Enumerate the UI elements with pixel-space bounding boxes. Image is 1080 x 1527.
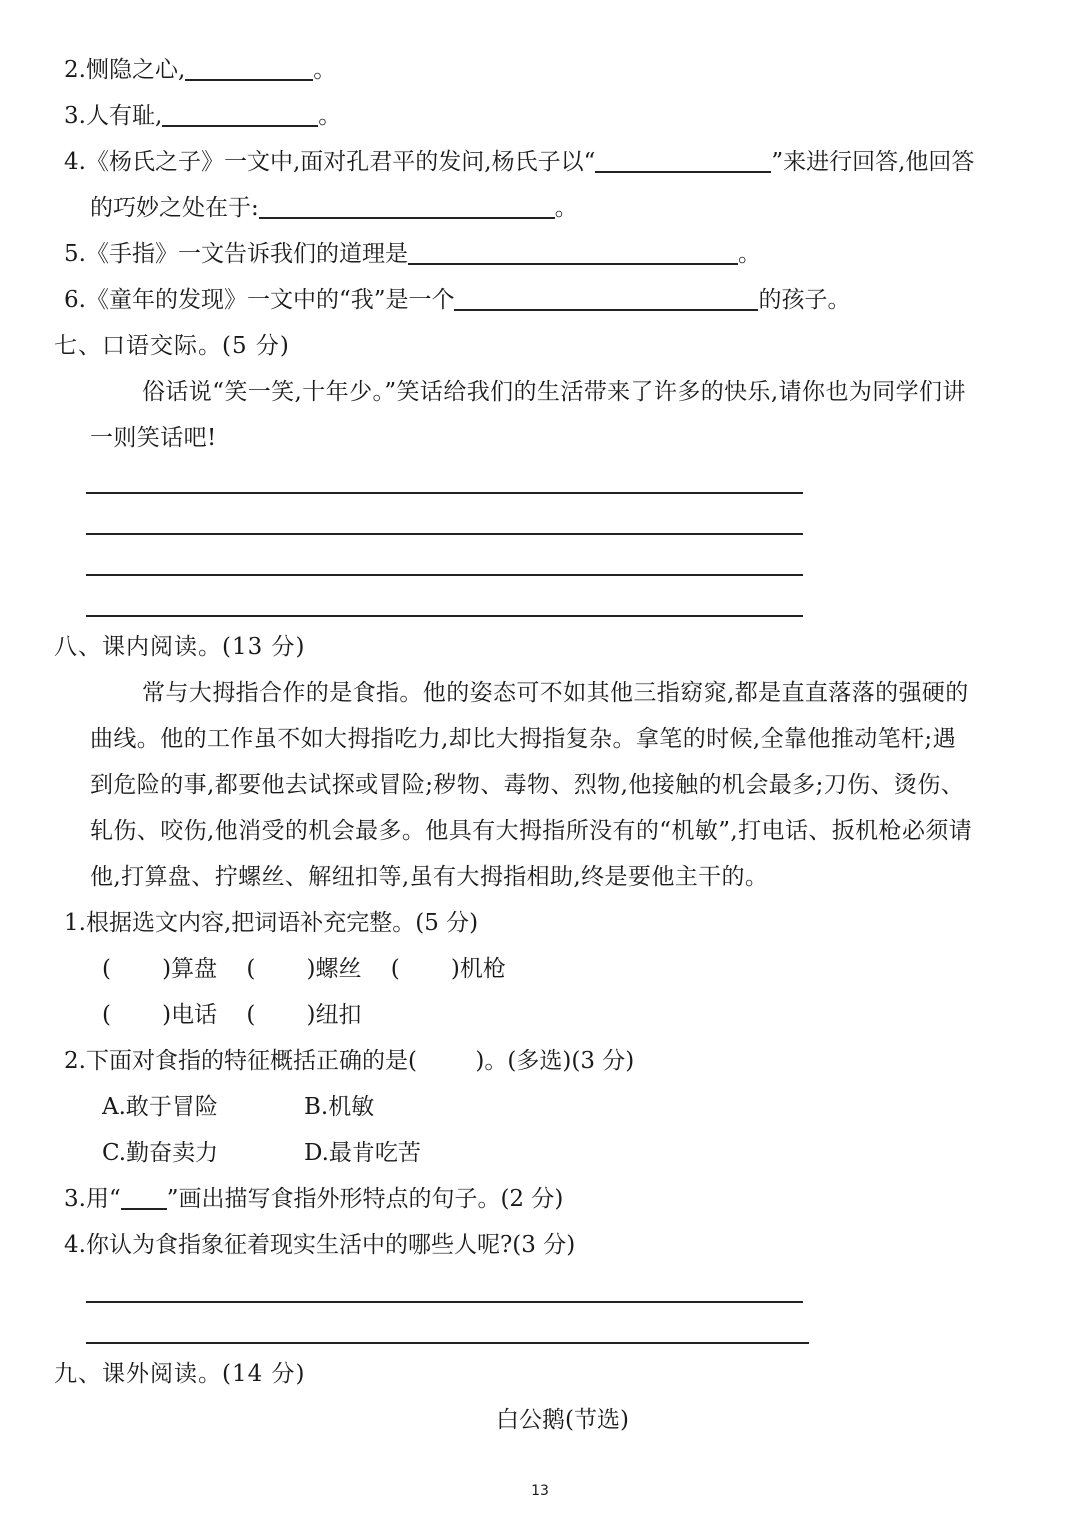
question-6-6: 6.《童年的发现》一文中的“我”是一个 的孩子。 bbox=[64, 287, 851, 313]
answer-blank[interactable] bbox=[259, 195, 555, 219]
question-6-4: 4.《杨氏之子》一文中,面对孔君平的发问,杨氏子以“ ”来进行回答,他回答 bbox=[64, 149, 975, 175]
fill-row-2: ( )电话 ( )纽扣 bbox=[102, 1002, 362, 1028]
passage-line: 常与大拇指合作的是食指。他的姿态可不如其他三指窈窕,都是直直落落的强硬的 bbox=[142, 680, 969, 706]
question-8-2: 2.下面对食指的特征概括正确的是( )。(多选)(3 分) bbox=[64, 1048, 635, 1074]
fill-row-1: ( )算盘 ( )螺丝 ( )机枪 bbox=[102, 956, 506, 982]
answer-blank[interactable] bbox=[408, 241, 738, 265]
answer-blank[interactable] bbox=[162, 103, 318, 127]
option-c[interactable]: C.勤奋卖力 bbox=[102, 1140, 219, 1166]
question-6-4-line2: 的巧妙之处在于: 。 bbox=[90, 195, 578, 221]
answer-line[interactable] bbox=[86, 615, 803, 617]
answer-line[interactable] bbox=[86, 574, 803, 576]
option-a[interactable]: A.敢于冒险 bbox=[102, 1094, 218, 1120]
fill-paren[interactable]: ( ) bbox=[102, 1002, 172, 1028]
fill-paren[interactable]: ( ) bbox=[390, 956, 460, 982]
fill-paren[interactable]: ( ) bbox=[246, 956, 316, 982]
question-8-3: 3.用“ ”画出描写食指外形特点的句子。(2 分) bbox=[64, 1186, 564, 1212]
answer-blank[interactable] bbox=[595, 149, 771, 173]
fill-paren[interactable]: ( ) bbox=[246, 1002, 316, 1028]
underline-sample bbox=[121, 1186, 167, 1210]
question-8-4: 4.你认为食指象征着现实生活中的哪些人呢?(3 分) bbox=[64, 1232, 576, 1258]
passage-line: 轧伤、咬伤,他消受的机会最多。他具有大拇指所没有的“机敏”,打电话、扳机枪必须请 bbox=[90, 818, 973, 844]
article-title: 白公鹅(节选) bbox=[496, 1407, 629, 1433]
answer-blank[interactable] bbox=[454, 287, 758, 311]
answer-line[interactable] bbox=[86, 1301, 803, 1303]
question-6-2: 2.恻隐之心, 。 bbox=[64, 57, 337, 83]
option-b[interactable]: B.机敏 bbox=[304, 1094, 375, 1120]
section-7-prompt-line1: 俗话说“笑一笑,十年少。”笑话给我们的生活带来了许多的快乐,请你也为同学们讲 bbox=[142, 379, 966, 405]
page-number: 13 bbox=[531, 1483, 549, 1499]
answer-blank[interactable] bbox=[185, 57, 313, 81]
option-d[interactable]: D.最肯吃苦 bbox=[304, 1140, 421, 1166]
section-7-prompt-line2: 一则笑话吧! bbox=[90, 425, 217, 451]
question-8-1: 1.根据选文内容,把词语补充完整。(5 分) bbox=[64, 910, 479, 936]
passage-line: 到危险的事,都要他去试探或冒险;秽物、毒物、烈物,他接触的机会最多;刀伤、烫伤、 bbox=[90, 772, 965, 798]
answer-line[interactable] bbox=[86, 533, 803, 535]
passage-line: 他,打算盘、拧螺丝、解纽扣等,虽有大拇指相助,终是要他主干的。 bbox=[90, 864, 769, 890]
passage-line: 曲线。他的工作虽不如大拇指吃力,却比大拇指复杂。拿笔的时候,全靠他推动笔杆;遇 bbox=[90, 726, 956, 752]
section-9-title: 九、课外阅读。(14 分) bbox=[54, 1361, 306, 1387]
answer-line[interactable] bbox=[86, 492, 803, 494]
question-6-3: 3.人有耻, 。 bbox=[64, 103, 342, 129]
choice-paren[interactable] bbox=[417, 1048, 476, 1074]
fill-paren[interactable]: ( ) bbox=[102, 956, 172, 982]
section-7-title: 七、口语交际。(5 分) bbox=[54, 333, 290, 359]
section-8-title: 八、课内阅读。(13 分) bbox=[54, 634, 306, 660]
answer-line[interactable] bbox=[86, 1342, 809, 1344]
question-6-5: 5.《手指》一文告诉我们的道理是 。 bbox=[64, 241, 761, 267]
